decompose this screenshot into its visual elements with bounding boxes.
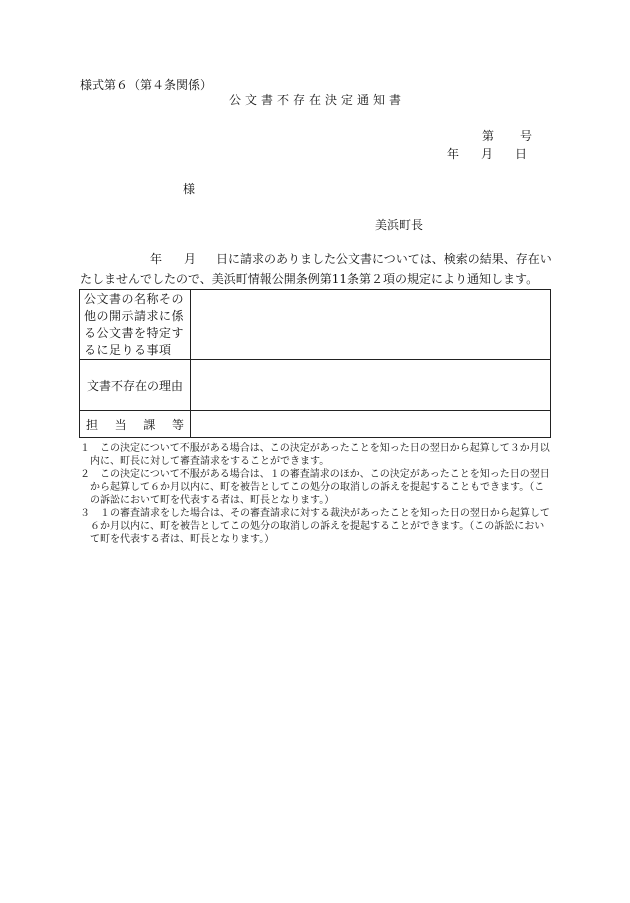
issue-date bbox=[447, 145, 527, 162]
sender-name: 美浜町長 bbox=[375, 218, 424, 232]
table-label-text: 公文書の名称その他の開示請求に係る公文書を特定するに足りる事項 bbox=[84, 291, 185, 357]
note-3-line-1: ３ １の審査請求をした場合は、その審査請求に対する裁決があったことを知った日の翌日から起算して bbox=[80, 508, 550, 519]
document-number-suffix: 号 bbox=[520, 129, 535, 143]
department-char: 担 bbox=[86, 417, 99, 432]
note-2-line-3: の訴訟において町を代表する者は、町長となります。） bbox=[90, 495, 335, 506]
table-row bbox=[80, 360, 551, 411]
issue-date-month: 月 bbox=[481, 147, 494, 161]
table-value-document-name[interactable] bbox=[191, 290, 551, 360]
form-number: 様式第６（第４条関係） bbox=[80, 78, 213, 92]
notice-body bbox=[80, 249, 550, 289]
document-title: 公文書不存在決定通知書 bbox=[229, 93, 406, 107]
notice-table bbox=[79, 289, 551, 438]
issue-date-day: 日 bbox=[515, 147, 528, 161]
notice-body-line-1 bbox=[80, 249, 550, 269]
table-label-reason: 文書不存在の理由 bbox=[80, 360, 191, 411]
note-2-line-2: から起算して６か月以内に、町を被告としてこの処分の取消しの訴えを提起することもできます。（こ bbox=[90, 482, 545, 493]
note-3-line-3: て町を代表する者は、町長となります。） bbox=[90, 534, 275, 545]
note-3-line-2: ６か月以内に、町を被告としてこの処分の取消しの訴えを提起することができます。（この訴訟におい bbox=[90, 521, 545, 532]
department-char: 当 bbox=[114, 417, 127, 432]
department-char: 等 bbox=[171, 417, 184, 432]
table-row bbox=[80, 290, 551, 360]
table-row bbox=[80, 411, 551, 438]
notice-body-line-2: たしませんでしたので、美浜町情報公開条例第11条第２項の規定により通知します。 bbox=[80, 272, 539, 286]
table-label-department bbox=[80, 411, 191, 438]
table-label-document-name bbox=[80, 290, 191, 360]
issue-date-year: 年 bbox=[447, 147, 460, 161]
note-2-line-1: ２ この決定について不服がある場合は、１の審査請求のほか、この決定があったことを知った日の翌日 bbox=[80, 469, 550, 480]
department-char: 課 bbox=[143, 417, 156, 432]
note-1-line-1: １ この決定について不服がある場合は、この決定があったことを知った日の翌日から起算して３か月以 bbox=[80, 443, 550, 454]
document-number bbox=[482, 127, 534, 144]
document-number-prefix: 第 bbox=[482, 129, 497, 143]
request-year: 年 bbox=[150, 252, 163, 266]
table-value-reason[interactable] bbox=[191, 360, 551, 411]
notice-body-line-1-text: 日に請求のありました公文書については、検索の結果、存在い bbox=[216, 252, 552, 266]
addressee: 様 bbox=[183, 182, 196, 196]
table-value-department[interactable] bbox=[191, 411, 551, 438]
notes bbox=[80, 442, 554, 546]
request-month: 月 bbox=[184, 252, 197, 266]
note-1-line-2: 内に、町長に対して審査請求をすることができます。 bbox=[90, 456, 330, 467]
